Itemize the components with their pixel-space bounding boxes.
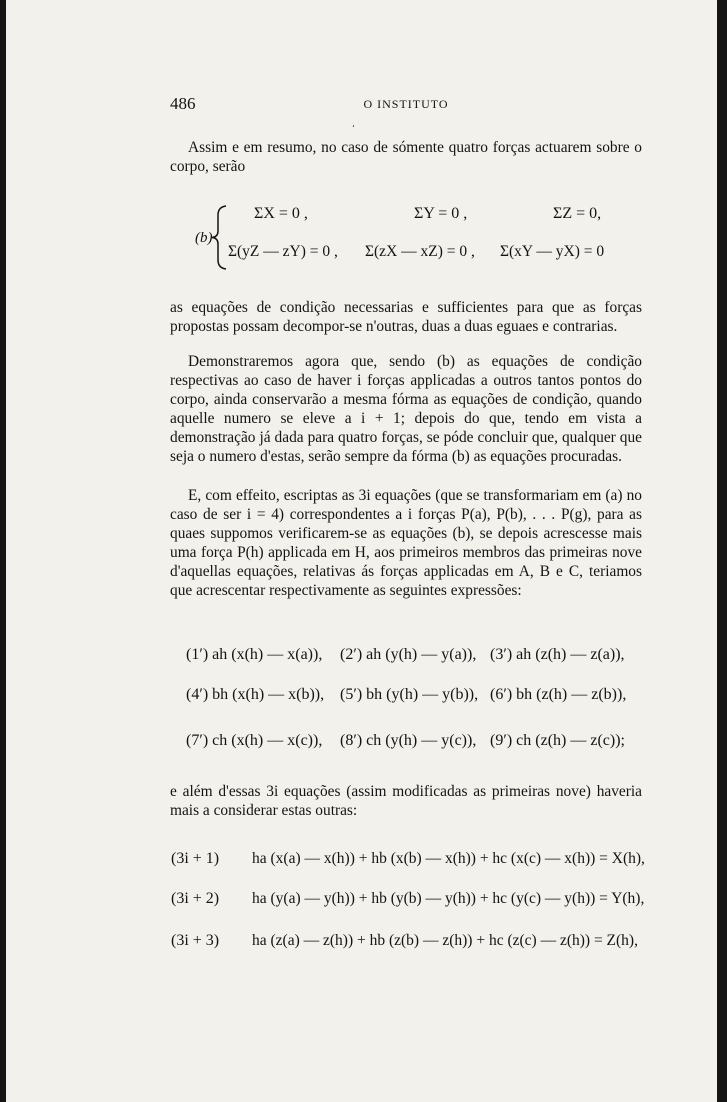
system-label: (b) <box>195 230 213 246</box>
paragraph-5: e além d'essas 3i equações (assim modificadas as primeiras nove) haveria mais a considerar estas outras: <box>170 783 642 819</box>
final-equation-2: ha (y(a) — y(h)) + hb (y(b) — y(h)) + hc (y(c) — y(h)) = Y(h), <box>252 890 645 907</box>
equation-sum-z: ΣZ = 0, <box>553 205 602 222</box>
expression-7: (7′) ch (x(h) — x(c)), <box>186 732 323 749</box>
scan-border-left <box>0 0 6 1102</box>
equation-moment-y: Σ(zX — xZ) = 0 , <box>365 243 475 260</box>
expression-5: (5′) bh (y(h) — y(b)), <box>340 686 479 703</box>
final-equation-1: ha (x(a) — x(h)) + hb (x(b) — x(h)) + hc (x(c) — x(h)) = X(h), <box>252 850 645 867</box>
expression-4: (4′) bh (x(h) — x(b)), <box>186 686 325 703</box>
expression-8: (8′) ch (y(h) — y(c)), <box>340 732 477 749</box>
equation-sum-y: ΣY = 0 , <box>414 205 468 222</box>
expression-1: (1′) ah (x(h) — x(a)), <box>186 646 323 663</box>
page-header <box>170 94 642 116</box>
final-equation-label-1: (3i + 1) <box>171 850 220 867</box>
expression-6: (6′) bh (z(h) — z(b)), <box>490 686 627 703</box>
ink-speck: ʻ <box>352 124 355 133</box>
paragraph-2: as equações de condição necessarias e sufficientes para que as forças propostas possam decompor-se n'outras, duas a duas eguaes e contrarias. <box>170 299 642 335</box>
expression-2: (2′) ah (y(h) — y(a)), <box>340 646 477 663</box>
equation-sum-x: ΣX = 0 , <box>254 205 308 222</box>
scan-border-right <box>717 0 727 1102</box>
equation-moment-z: Σ(xY — yX) = 0 <box>500 243 605 260</box>
final-equation-label-2: (3i + 2) <box>171 890 220 907</box>
final-equation-3: ha (z(a) — z(h)) + hb (z(b) — z(h)) + hc (z(c) — z(h)) = Z(h), <box>252 932 638 949</box>
paragraph-4: E, com effeito, escriptas as 3i equações (que se transformariam em (a) no caso de ser i = 4) correspondentes a i forças P(a), P(b), . . . P(g), para as quaes suppomos verificarem-se as equações (b), se depois acrescesse mais uma força P(h) applicada em H, aos primeiros membros das primeiras nove d'aquellas equações, relativas ás forças applicadas em A, B e C, teriamos que acrescentar respectivamente as seguintes expressões: <box>170 487 642 599</box>
paragraph-3: Demonstraremos agora que, sendo (b) as equações de condição respectivas ao caso de haver i forças applicadas a outros tantos pontos do corpo, ainda conservarão a mesma fórma as equações de condição, quando aquelle numero se eleve a i + 1; depois do que, tendo em vista a demonstração já dada para quatro forças, se póde concluir que, qualquer que seja o numero d'estas, serão sempre da fórma (b) as equações procuradas. <box>170 353 642 465</box>
equation-moment-x: Σ(yZ — zY) = 0 , <box>228 243 338 260</box>
final-equation-label-3: (3i + 3) <box>171 932 220 949</box>
paragraph-1: Assim e em resumo, no caso de sómente quatro forças actuarem sobre o corpo, serão <box>170 139 642 175</box>
expression-3: (3′) ah (z(h) — z(a)), <box>490 646 625 663</box>
page-number: 486 <box>170 94 196 113</box>
left-brace-icon <box>210 205 228 270</box>
expression-9: (9′) ch (z(h) — z(c)); <box>490 732 625 749</box>
running-title: O INSTITUTO <box>363 97 449 111</box>
